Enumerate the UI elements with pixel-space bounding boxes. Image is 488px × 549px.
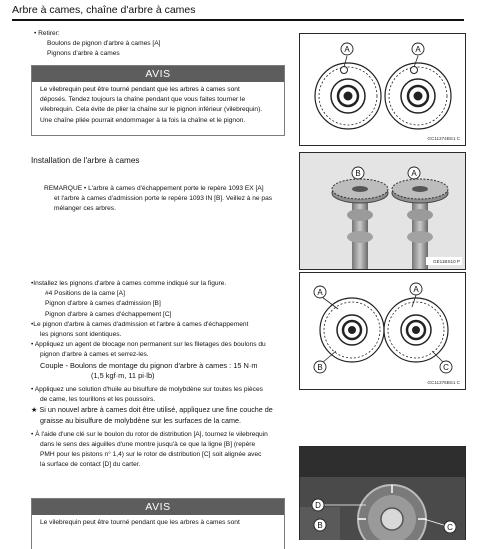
page-title: Arbre à cames, chaîne d'arbre à cames	[12, 4, 196, 16]
figure-camshaft-sprockets-installation	[299, 272, 466, 390]
callout-label: B	[317, 521, 323, 530]
step-line: ★ Si un nouvel arbre à cames doit être utilisé, appliquez une fine couche de	[31, 405, 273, 415]
avis-line: Le vilebrequin peut être tourné pendant que les arbres à cames sont	[40, 86, 240, 93]
figure-code: GE11BS10 P	[433, 259, 460, 264]
callout-label: A	[413, 285, 419, 294]
remarque-line: REMARQUE • L'arbre à cames d'échappement porte le repère 1093 EX [A]	[44, 185, 264, 192]
avis-title: AVIS	[32, 66, 284, 82]
figure-code: GC11374BS1 C	[427, 136, 460, 141]
step-line: de came, les tourillons et les poussoirs.	[40, 396, 156, 404]
figure-camshaft-sprockets-removal	[299, 33, 466, 146]
step-line: pignon d'arbre à cames et serrez-les.	[40, 351, 149, 359]
callout-label: C	[447, 523, 453, 532]
section-title: Installation de l'arbre à cames	[31, 156, 140, 165]
callout-label: D	[315, 501, 321, 510]
avis-line: Le vilebrequin peut être tourné pendant que les arbres à cames sont	[40, 519, 240, 526]
avis-box	[31, 65, 285, 136]
remarque-line: mélanger ces arbres.	[54, 205, 116, 212]
callout-label: B	[317, 363, 323, 372]
remarque-line: et l'arbre à cames d'admission porte le repère 1093 IN [B]. Veillez à ne pas	[54, 195, 273, 202]
installation-steps	[31, 279, 273, 471]
step-line: •Le pignon d'arbre à cames d'admission et l'arbre à cames d'échappement	[31, 320, 249, 328]
callout-label: A	[411, 169, 417, 178]
sprocket-installation-illustration	[300, 273, 465, 389]
sprocket-illustration	[300, 34, 465, 145]
list-item: Boulons de pignon d'arbre à cames [A]	[47, 40, 161, 47]
camshaft-illustration	[300, 153, 465, 269]
torque-spec: (1,5 kgf·m, 11 pi·lb)	[91, 370, 155, 380]
avis-box	[31, 498, 285, 549]
figure-camshafts-photo	[299, 152, 466, 270]
step-line: •Installez les pignons d'arbre à cames comme indiqué sur la figure.	[31, 280, 227, 287]
step-line: graisse au bisulfure de molybdène sur les surfaces de la came.	[40, 415, 241, 425]
avis-line: Une chaîne pliée pourrait endommager à la fois la chaîne et le pignon.	[40, 116, 246, 124]
figure-code: GC11376BS1 C	[427, 380, 460, 385]
step-line: la surface de contact [D] du carter.	[40, 461, 141, 469]
step-line: dans le sens des aiguilles d'une montre jusqu'à ce que la ligne [B] (repère	[40, 441, 256, 449]
callout-label: C	[443, 363, 449, 372]
step-line: PMH pour les pistons n° 1,4) sur le rotor de distribution [C] soit alignée avec	[40, 451, 262, 459]
torque-spec: Couple - Boulons de montage du pignon d'arbre à cames : 15 N·m	[40, 360, 258, 370]
callout-label: A	[415, 45, 421, 54]
avis-title: AVIS	[32, 499, 284, 515]
step-line: les pignons sont identiques.	[40, 331, 122, 339]
list-item: Pignons d'arbre à cames	[47, 50, 120, 57]
callout-label: A	[317, 288, 323, 297]
step-line: • À l'aide d'une clé sur le boulon du rotor de distribution [A], tournez le vilebrequin	[31, 430, 268, 438]
avis-line: vilebrequin. Cela évite de plier la chaîne sur le pignon inférieur (vilebrequin).	[40, 106, 263, 114]
header-rule	[12, 19, 464, 21]
avis-line: déposés. Tendez toujours la chaîne pendant que vous faites tourner le	[40, 96, 246, 104]
callout-label: B	[355, 169, 361, 178]
step-line: Pignon d'arbre à cames d'échappement [C]	[45, 310, 172, 318]
step-line: #4 Positions de la came [A]	[45, 290, 125, 298]
callout-label: A	[344, 45, 350, 54]
step-line: • Appliquez une solution d'huile au bisulfure de molybdène sur toutes les pièces	[31, 386, 263, 394]
figure-timing-rotor-photo	[299, 446, 466, 540]
step-line: • Appliquez un agent de blocage non permanent sur les filetages des boulons du	[31, 341, 266, 349]
step-line: Pignon d'arbre à cames d'admission [B]	[45, 300, 161, 308]
retirer-label: • Retirer:	[34, 30, 60, 37]
timing-rotor-illustration	[300, 447, 465, 540]
